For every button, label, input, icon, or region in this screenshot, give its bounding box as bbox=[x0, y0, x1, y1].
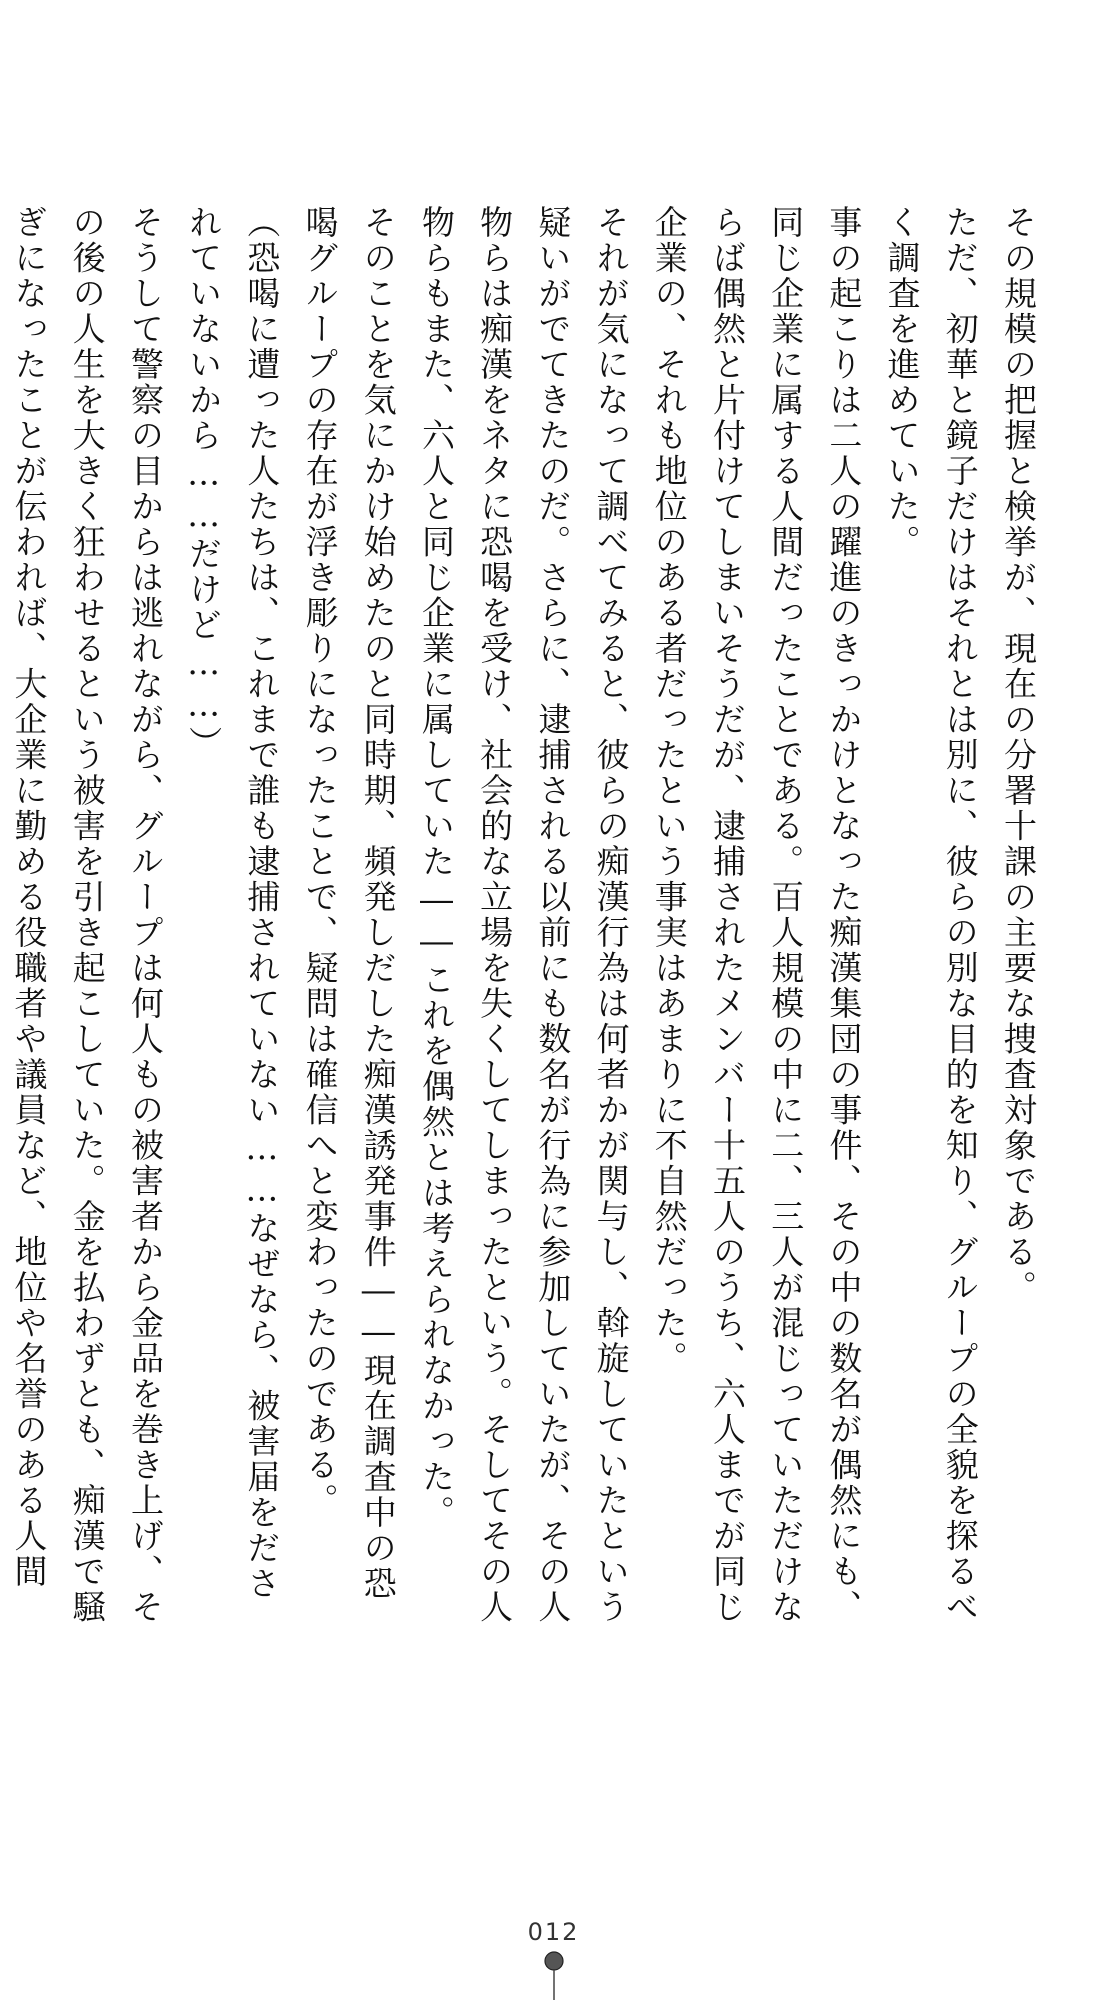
paragraph-3: 事の起こりは二人の躍進のきっかけとなった痴漢集団の事件、その中の数名が偶然にも、同じ企業に属する人間だったことである。百人規模の中に二、三人が混じっていただけならば偶然と片付けてしまいそうだが、逮捕されたメンバー十五人のうち、六人までが同じ企業の、それも地位のある者だったという事実はあまりに不自然だった。 bbox=[649, 205, 864, 1625]
page-number: 012 bbox=[527, 1918, 580, 1946]
paragraph-7: そうして警察の目からは逃れながら、グループは何人もの被害者から金品を巻き上げ、その後の人生を大きく狂わせるという被害を引き起こしていた。金を払わずとも、痴漢で騒ぎになったことが伝われば、大企業に勤める役職者や議員など、地位や名誉のある人間 bbox=[9, 205, 165, 1625]
page-ornament-icon bbox=[535, 1950, 573, 2000]
paragraph-6: （恐喝に遭った人たちは、これまで誰も逮捕されていない……なぜなら、被害届をだされていないから……だけど……） bbox=[184, 205, 282, 1602]
paragraph-2: ただ、初華と鏡子だけはそれとは別に、彼らの別な目的を知り、グループの全貌を探るべく調査を進めていた。 bbox=[882, 205, 980, 1625]
paragraph-4: それが気になって調べてみると、彼らの痴漢行為は何者かが関与し、斡旋していたという疑いがでてきたのだ。さらに、逮捕される以前にも数名が行為に参加していたが、その人物らは痴漢をネタに恐喝を受け、社会的な立場を失くしてしまったという。そしてその人物らもまた、六人と同じ企業に属していた――これを偶然とは考えられなかった。 bbox=[416, 205, 631, 1625]
paragraph-5: そのことを気にかけ始めたのと同時期、頻発しだした痴漢誘発事件――現在調査中の恐喝グループの存在が浮き彫りになったことで、疑問は確信へと変わったのである。 bbox=[300, 205, 398, 1602]
paragraph-1: その規模の把握と検挙が、現在の分署十課の主要な捜査対象である。 bbox=[999, 205, 1038, 1306]
vertical-text-body bbox=[9, 205, 1047, 1625]
